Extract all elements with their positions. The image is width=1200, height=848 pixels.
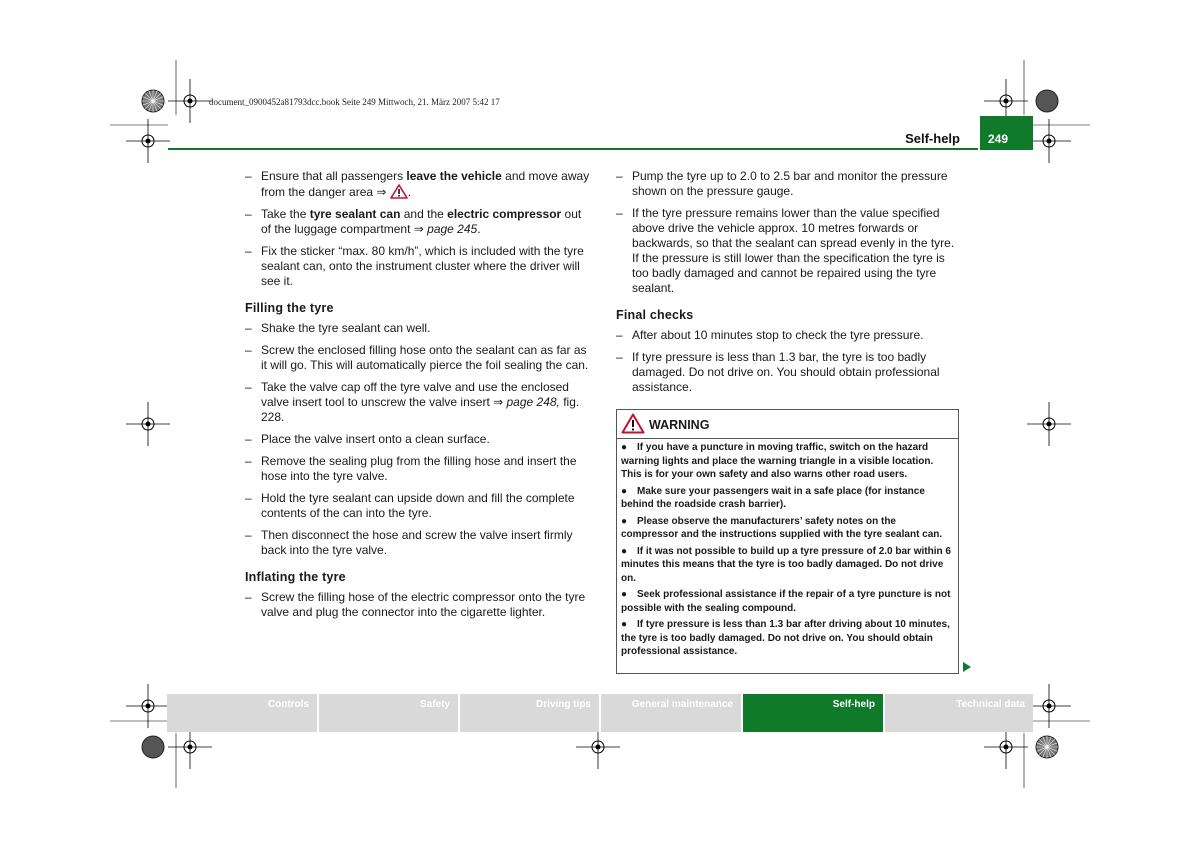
list-item: – Take the valve cap off the tyre valve and use the enclosed valve insert tool to unscrew the valve insert ⇒ page 248, fig. 228. [245, 380, 580, 424]
list-item: – If tyre pressure is less than 1.3 bar, the tyre is too badly damaged. Do not drive on. You should obtain professional assistance. [616, 350, 940, 394]
tab-controls[interactable]: Controls [167, 694, 317, 732]
warning-item: ● If you have a puncture in moving traffic, switch on the hazard warning lights and place the warning triangle in a visible location. This is for your own safety and also warns other road users. [621, 442, 934, 480]
list-item: – Then disconnect the hose and screw the valve insert firmly back into the tyre valve. [245, 528, 573, 557]
warning-body [617, 439, 958, 659]
warning-item: ● Seek professional assistance if the repair of a tyre puncture is not possible with the sealing compound. [621, 589, 951, 614]
list-item: – If the tyre pressure remains lower than the value specified above drive the vehicle approx. 10 metres forwards or backwards, so that the sealant can spread evenly in the tyre. If the pressure is still lower than the specification the tyre is too badly damaged and cannot be repaired using the tyre sealant. [616, 206, 955, 295]
page-reference-link[interactable]: page 248, [506, 395, 560, 409]
warning-triangle-icon [621, 413, 645, 434]
page-reference-link[interactable]: page 245 [427, 222, 478, 236]
list-item: – Pump the tyre up to 2.0 to 2.5 bar and monitor the pressure shown on the pressure gauge. [616, 169, 948, 198]
page-number-box [980, 116, 1033, 150]
warning-triangle-icon[interactable] [390, 184, 408, 199]
left-column [245, 169, 590, 627]
list-item: – Screw the enclosed filling hose onto the sealant can as far as it will go. This will automatically pierce the foil sealing the can. [245, 343, 589, 372]
header-rule [168, 148, 978, 150]
subheading-inflating: Inflating the tyre [245, 570, 346, 584]
list-item: – Fix the sticker “max. 80 km/h”, which is included with the tyre sealant can, onto the instrument cluster where the driver will see it. [245, 244, 584, 288]
subheading-filling: Filling the tyre [245, 301, 334, 315]
tab-general-maintenance[interactable]: General maintenance [601, 694, 741, 732]
warning-item: ● If it was not possible to build up a tyre pressure of 2.0 bar within 6 minutes this means that the tyre is too badly damaged. Do not drive on. [621, 545, 951, 584]
tab-self-help[interactable]: Self-help [743, 694, 883, 732]
right-column [616, 169, 961, 402]
print-header: document_0900452a81793dcc.book Seite 249 Mittwoch, 21. März 2007 5:42 17 [209, 97, 500, 107]
tab-safety[interactable]: Safety [319, 694, 458, 732]
warning-header [617, 410, 958, 439]
list-item: – Remove the sealing plug from the filling hose and insert the hose into the tyre valve. [245, 454, 577, 483]
list-item: – Shake the tyre sealant can well. [245, 321, 431, 335]
tab-driving-tips[interactable]: Driving tips [460, 694, 599, 732]
warning-item: ● Make sure your passengers wait in a safe place (for instance behind the roadside crash barrier). [621, 485, 925, 510]
page-number: 249 [988, 132, 1009, 146]
section-title: Self-help [905, 131, 960, 146]
list-item: – Place the valve insert onto a clean surface. [245, 432, 490, 446]
list-item: – After about 10 minutes stop to check the tyre pressure. [616, 328, 924, 342]
warning-item: ● Please observe the manufacturers’ safety notes on the compressor and the instructions supplied with the tyre sealant can. [621, 515, 943, 540]
list-item: – Screw the filling hose of the electric compressor onto the tyre valve and plug the connector into the cigarette lighter. [245, 590, 586, 619]
warning-box [616, 409, 959, 674]
list-item: – Ensure that all passengers leave the vehicle and move away from the danger area ⇒ . [245, 169, 590, 199]
warning-item: ● If tyre pressure is less than 1.3 bar after driving about 10 minutes, the tyre is too badly damaged. Do not drive on. You should obtain professional assistance. [621, 619, 950, 657]
warning-title: WARNING [649, 418, 710, 432]
subheading-final-checks: Final checks [616, 308, 694, 322]
tab-technical-data[interactable]: Technical data [885, 694, 1033, 732]
list-item: – Take the tyre sealant can and the electric compressor out of the luggage compartment ⇒ page 245. [245, 207, 582, 236]
continue-arrow-icon [962, 661, 972, 673]
list-item: – Hold the tyre sealant can upside down and fill the complete contents of the can into the tyre. [245, 491, 575, 520]
